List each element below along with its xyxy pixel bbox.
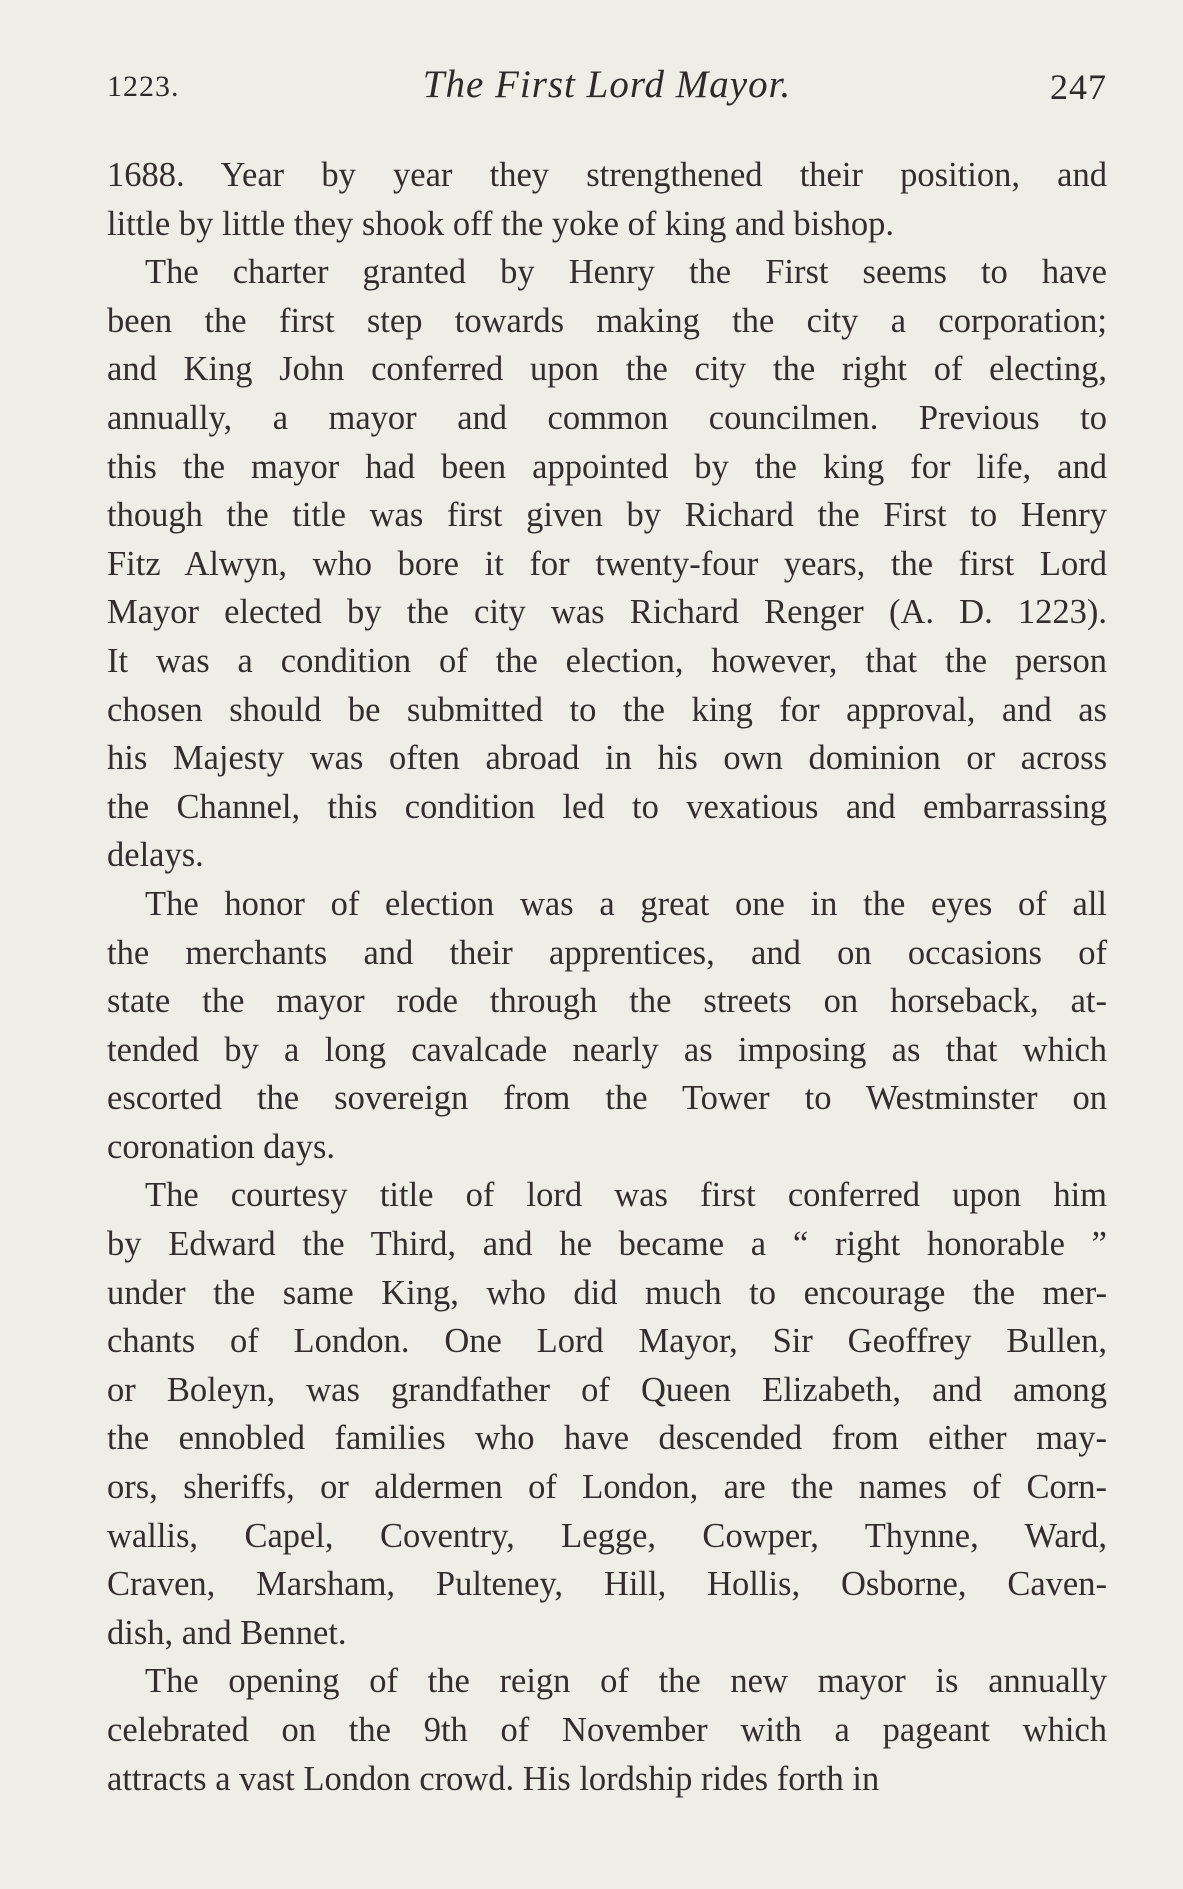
text-line: chants of London. One Lord Mayor, Sir Geoffrey Bullen,: [107, 1322, 1107, 1361]
paragraph-first-line: 1688. Year by year they strengthened their position, and: [107, 156, 1107, 194]
text-line: tended by a long cavalcade nearly as imposing as that which: [107, 1030, 1107, 1069]
text-line: wallis, Capel, Coventry, Legge, Cowper, Thynne, Ward,: [107, 1516, 1107, 1555]
text-line: attracts a vast London crowd. His lordship rides forth in: [107, 1759, 880, 1798]
text-line: Mayor elected by the city was Richard Renger (A. D. 1223).: [107, 593, 1107, 632]
text-line: the ennobled families who have descended from either may-: [107, 1419, 1107, 1458]
text-line: been the first step towards making the city a corporation;: [107, 301, 1107, 340]
body-text: [107, 151, 1107, 1803]
text-line: Fitz Alwyn, who bore it for twenty-four years, the first Lord: [107, 544, 1107, 583]
text-line: state the mayor rode through the streets on horseback, at-: [107, 982, 1107, 1021]
paragraph-first-line: The charter granted by Henry the First seems to have: [145, 253, 1107, 292]
text-line: Craven, Marsham, Pulteney, Hill, Hollis, Osborne, Caven-: [107, 1565, 1107, 1604]
text-line: chosen should be submitted to the king for approval, and as: [107, 690, 1107, 729]
text-line: under the same King, who did much to encourage the mer-: [107, 1273, 1107, 1312]
text-line: annually, a mayor and common councilmen. Previous to: [107, 398, 1107, 437]
text-line: little by little they shook off the yoke of king and bishop.: [107, 204, 895, 243]
running-header: [107, 62, 1107, 122]
text-line: delays.: [107, 836, 204, 875]
text-line: his Majesty was often abroad in his own dominion or across: [107, 739, 1107, 778]
text-line: It was a condition of the election, however, that the person: [107, 641, 1107, 680]
running-title: The First Lord Mayor.: [422, 63, 792, 106]
text-line: the merchants and their apprentices, and on occasions of: [107, 933, 1107, 972]
header-year: 1223.: [107, 70, 180, 103]
paragraph-first-line: The opening of the reign of the new mayor is annually: [145, 1662, 1107, 1701]
text-line: ors, sheriffs, or aldermen of London, are the names of Corn-: [107, 1468, 1107, 1507]
text-line: dish, and Bennet.: [107, 1613, 347, 1652]
text-line: and King John conferred upon the city the right of electing,: [107, 350, 1107, 389]
text-line: though the title was first given by Richard the First to Henry: [107, 496, 1107, 535]
text-line: this the mayor had been appointed by the king for life, and: [107, 447, 1107, 486]
text-line: or Boleyn, was grandfather of Queen Elizabeth, and among: [107, 1370, 1107, 1409]
text-line: the Channel, this condition led to vexatious and embarrassing: [107, 787, 1107, 826]
text-line: by Edward the Third, and he became a “ right honorable ”: [107, 1225, 1107, 1264]
text-line: escorted the sovereign from the Tower to Westminster on: [107, 1079, 1107, 1118]
paragraph-first-line: The honor of election was a great one in the eyes of all: [145, 884, 1107, 923]
text-line: celebrated on the 9th of November with a pageant which: [107, 1711, 1107, 1749]
page-number: 247: [1050, 67, 1107, 107]
paragraph-first-line: The courtesy title of lord was first conferred upon him: [145, 1176, 1107, 1215]
text-line: coronation days.: [107, 1127, 336, 1166]
